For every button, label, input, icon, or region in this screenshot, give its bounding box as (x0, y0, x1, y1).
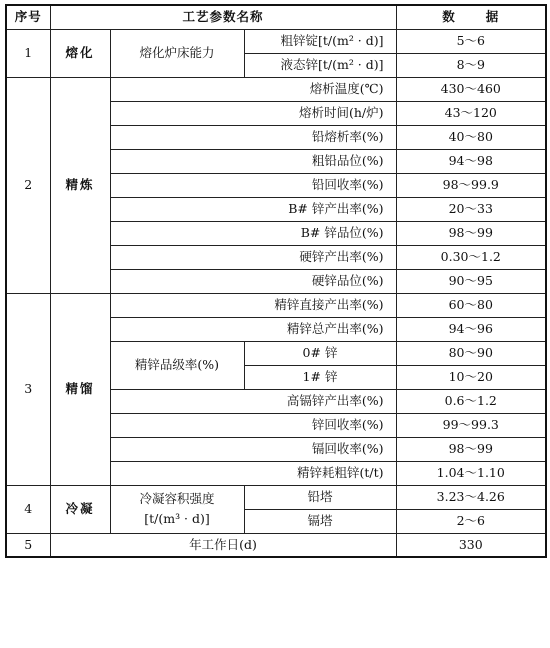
stage-cell: 精馏 (50, 293, 110, 485)
param-value-cell: 98～99 (396, 221, 546, 245)
param-value-cell: 1.04～1.10 (396, 461, 546, 485)
seq-cell: 4 (6, 485, 50, 533)
param-name-cell: 1# 锌 (244, 365, 396, 389)
param-name-cell: 铅塔 (244, 485, 396, 509)
header-param-name: 工艺参数名称 (50, 5, 396, 29)
param-name-cell: 硬锌品位(%) (110, 269, 396, 293)
param-value-cell: 2～6 (396, 509, 546, 533)
param-name-cell: 精锌直接产出率(%) (110, 293, 396, 317)
group-cell (110, 485, 244, 533)
param-name-cell: 粗锌锭[t/(m² · d)] (244, 29, 396, 53)
param-value-cell: 8～9 (396, 53, 546, 77)
group-line-2: [t/(m³ · d)] (144, 511, 210, 526)
param-value-cell: 5～6 (396, 29, 546, 53)
table-header-row (6, 5, 546, 29)
param-value-cell: 43～120 (396, 101, 546, 125)
stage-cell: 精炼 (50, 77, 110, 293)
param-name-cell: 镉回收率(%) (110, 437, 396, 461)
param-name-cell: B# 锌产出率(%) (110, 197, 396, 221)
param-value-cell: 99～99.3 (396, 413, 546, 437)
param-value-cell: 94～98 (396, 149, 546, 173)
param-value-cell: 90～95 (396, 269, 546, 293)
param-name-cell: 锌回收率(%) (110, 413, 396, 437)
param-value-cell: 80～90 (396, 341, 546, 365)
param-value-cell: 330 (396, 533, 546, 557)
header-value-a: 数 (442, 9, 456, 25)
seq-cell: 5 (6, 533, 50, 557)
group-line-1: 冷凝容积强度 (139, 491, 215, 506)
param-value-cell: 0.6～1.2 (396, 389, 546, 413)
param-value-cell: 3.23～4.26 (396, 485, 546, 509)
group-cell: 精锌品级率(%) (110, 341, 244, 389)
header-value-b: 据 (485, 9, 500, 25)
param-name-cell: 0# 锌 (244, 341, 396, 365)
param-value-cell: 98～99.9 (396, 173, 546, 197)
param-name-cell: 精锌耗粗锌(t/t) (110, 461, 396, 485)
header-value (396, 5, 546, 29)
stage-cell: 熔化 (50, 29, 110, 77)
table-row (6, 485, 546, 509)
seq-cell: 1 (6, 29, 50, 77)
header-seq: 序号 (6, 5, 50, 29)
param-value-cell: 20～33 (396, 197, 546, 221)
table-row (6, 29, 546, 53)
seq-cell: 3 (6, 293, 50, 485)
param-name-cell: 高镉锌产出率(%) (110, 389, 396, 413)
param-name-cell: 硬锌产出率(%) (110, 245, 396, 269)
param-value-cell: 0.30～1.2 (396, 245, 546, 269)
param-value-cell: 10～20 (396, 365, 546, 389)
table-row (6, 533, 546, 557)
group-cell: 熔化炉床能力 (110, 29, 244, 77)
table-container (5, 4, 545, 644)
param-value-cell: 98～99 (396, 437, 546, 461)
seq-cell: 2 (6, 77, 50, 293)
param-value-cell: 94～96 (396, 317, 546, 341)
param-value-cell: 60～80 (396, 293, 546, 317)
param-name-cell: 年工作日(d) (50, 533, 396, 557)
param-name-cell: B# 锌品位(%) (110, 221, 396, 245)
param-value-cell: 430～460 (396, 77, 546, 101)
param-name-cell: 粗铅品位(%) (110, 149, 396, 173)
table-row (6, 77, 546, 101)
param-name-cell: 铅回收率(%) (110, 173, 396, 197)
param-name-cell: 铅熔析率(%) (110, 125, 396, 149)
param-name-cell: 液态锌[t/(m² · d)] (244, 53, 396, 77)
param-name-cell: 精锌总产出率(%) (110, 317, 396, 341)
param-name-cell: 熔析时间(h/炉) (110, 101, 396, 125)
stage-cell: 冷凝 (50, 485, 110, 533)
param-name-cell: 镉塔 (244, 509, 396, 533)
table-row (6, 293, 546, 317)
param-value-cell: 40～80 (396, 125, 546, 149)
param-name-cell: 熔析温度(℃) (110, 77, 396, 101)
process-parameters-table (5, 4, 547, 558)
